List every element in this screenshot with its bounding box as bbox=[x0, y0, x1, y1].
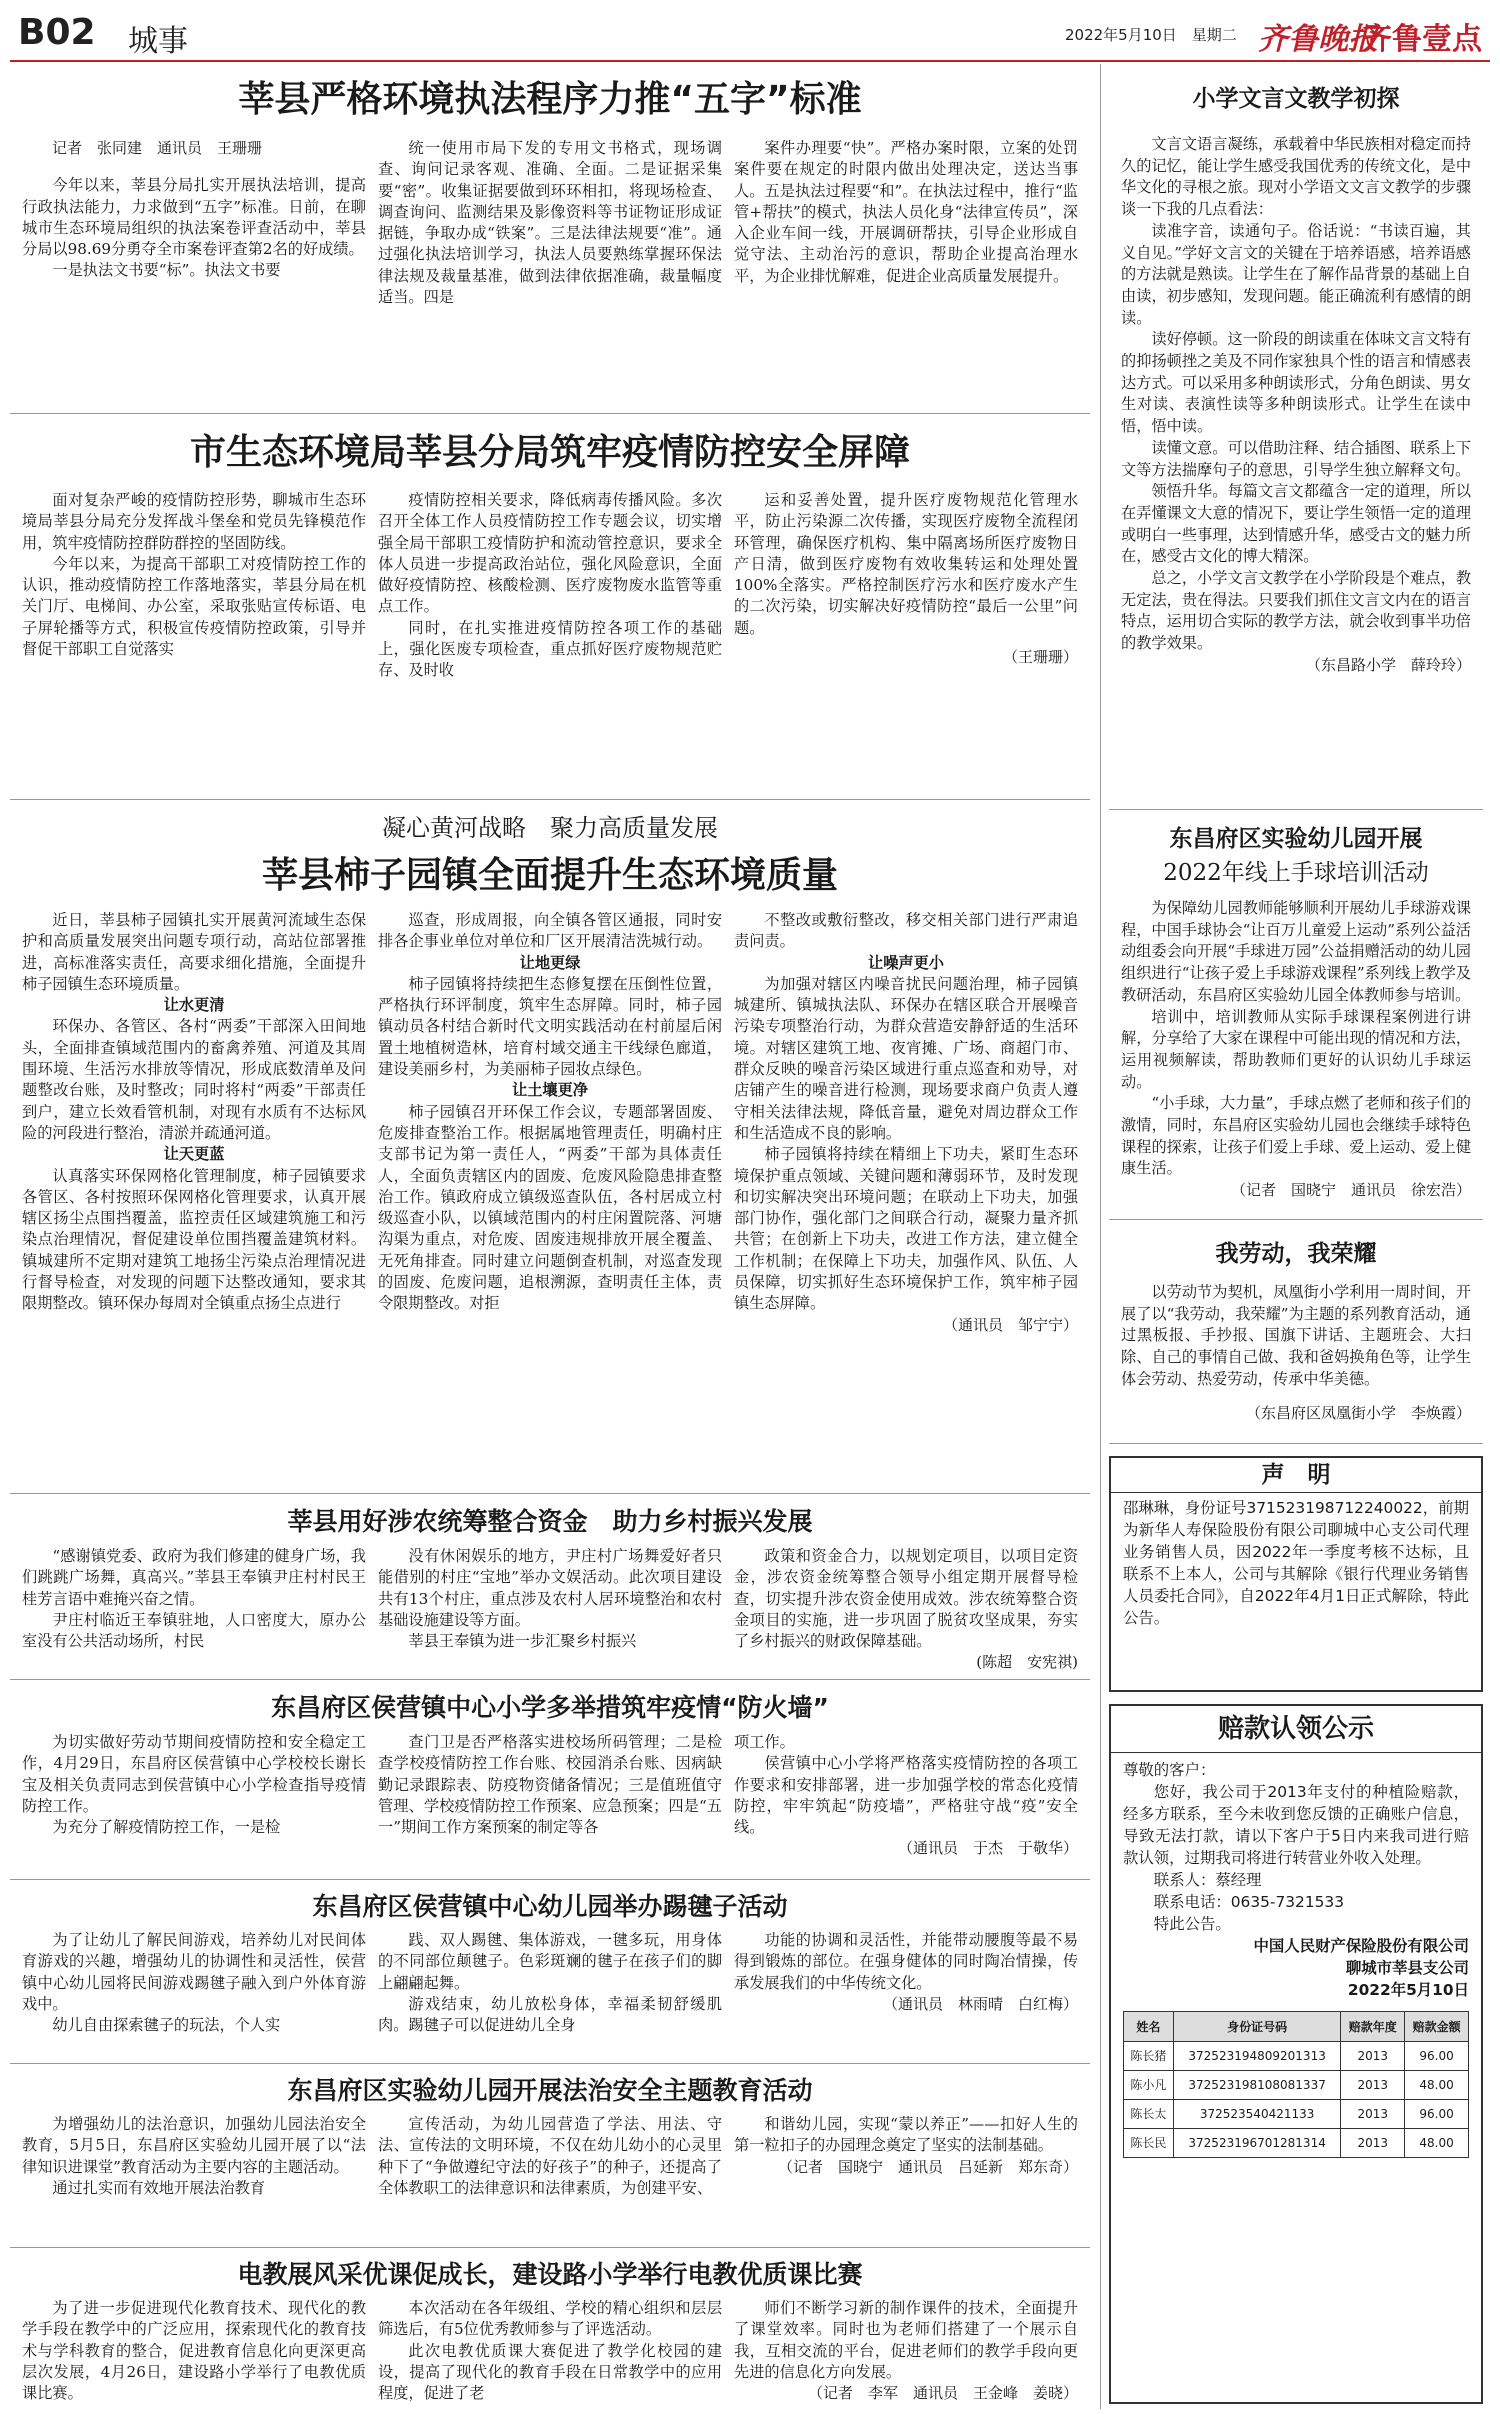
table-header-cell: 姓名 bbox=[1124, 2012, 1174, 2042]
table-row bbox=[1124, 2071, 1469, 2100]
declaration-notice bbox=[1109, 1456, 1483, 1692]
article-column bbox=[22, 1546, 366, 1674]
notice-branch: 聊城市莘县支公司 bbox=[1345, 1959, 1469, 1977]
article-firewall bbox=[10, 1684, 1090, 1880]
article-legal-education bbox=[10, 2068, 1090, 2248]
article-paragraph: “感谢镇党委、政府为我们修建的健身广场，我们跳跳广场舞，真高兴。”莘县王奉镇尹庄村村民王桂芳言语中难掩兴奋之情。 bbox=[22, 1547, 366, 1608]
notice-body: 您好，我公司于2013年支付的种植险赔款，经多方联系，至今未收到您反馈的正确账户信息，导致无法打款，请以下客户于5日内来我司进行赔款认领，过期我司将进行转营业外收入处理。 bbox=[1123, 1783, 1469, 1867]
article-signature: (陈超 安宪祺) bbox=[976, 1653, 1078, 1672]
table-cell: 陈长民 bbox=[1124, 2129, 1174, 2158]
article-paragraph: 侯营镇中心小学将严格落实疫情防控的各项工作要求和安排部署，进一步加强学校的常态化疫情防控，牢牢筑起“防疫墙”，严格驻守战“疫”安全线。 bbox=[734, 1754, 1078, 1837]
article-column bbox=[734, 138, 1078, 308]
article-column bbox=[22, 910, 366, 1336]
article-kicker: 凝心黄河战略 聚力高质量发展 bbox=[382, 814, 718, 842]
table-cell: 陈小凡 bbox=[1124, 2071, 1174, 2100]
table-cell: 2013 bbox=[1341, 2129, 1405, 2158]
notice-contact: 联系人：蔡经理 bbox=[1153, 1871, 1262, 1889]
issue-date: 2022年5月10日 星期二 bbox=[1065, 26, 1237, 44]
article-title: 莘县严格环境执法程序力推“五字”标准 bbox=[238, 79, 862, 120]
article-paragraph: 柿子园镇将持续在精细上下功夫，紧盯生态环境保护重点领域、关键问题和薄弱环节，及时发现和切实解决突出环境问题；在联动上下功夫，加强部门协作，强化部门之间联合行动，凝聚力量齐抓共管；在创新上下功夫，改进工作方法，建立健全工作机制；在保障上下功夫，加强作风、队伍、人员保障，切实抓好生态环境保护工作，筑牢柿子园镇生态屏障。 bbox=[734, 1145, 1078, 1313]
article-column bbox=[22, 2114, 366, 2199]
article-byline: 记者 张同建 通讯员 王珊珊 bbox=[52, 139, 263, 157]
article-title: 电教展风采优课促成长，建设路小学举行电教优质课比赛 bbox=[237, 2260, 863, 2289]
article-signature: （通讯员 于杰 于敬华） bbox=[897, 1839, 1078, 1858]
article-paragraph: 宣传活动，为幼儿园营造了学法、用法、守法、宣传法的文明环境，不仅在幼儿幼小的心灵里种下了“争做遵纪守法的好孩子”的种子，还提高了全体教职工的法律意识和法律素质，为创建平安、 bbox=[378, 2115, 722, 2197]
table-cell: 372523198108081337 bbox=[1173, 2071, 1341, 2100]
article-paragraph: 领悟升华。每篇文言文都蕴含一定的道理，所以在弄懂课文大意的情况下，要让学生领悟一定的道理或明白一些事理，达到情感升华，感受古文的魅力所在，感受古文化的博大精深。 bbox=[1121, 482, 1471, 566]
article-epidemic bbox=[10, 420, 1090, 800]
article-signature: （记者 国晓宁 通讯员 吕延新 郑东奇） bbox=[777, 2157, 1078, 2176]
article-paragraph: 此次电教优质课大赛促进了教学化校园的建设，提高了现代化的教育手段在日常教学中的应用程度，促进了老 bbox=[378, 2341, 722, 2403]
notice-phone: 联系电话：0635-7321533 bbox=[1153, 1893, 1345, 1911]
article-column bbox=[22, 1732, 366, 1860]
article-column bbox=[734, 1732, 1078, 1860]
article-paragraph: 为了让幼儿了解民间游戏，培养幼儿对民间体育游戏的兴趣，增强幼儿的协调性和灵活性，侯营镇中心幼儿园将民间游戏踢毽子融入到户外体育游戏中。 bbox=[22, 1931, 366, 2013]
article-paragraph: 师们不断学习新的制作课件的技术，全面提升了课堂效率。同时也为老师们搭建了一个展示自我，互相交流的平台，促进老师们的教学手段向更先进的信息化方向发展。 bbox=[734, 2299, 1078, 2381]
notice-title: 赔款认领公示 bbox=[1111, 1706, 1481, 1753]
article-column bbox=[378, 1930, 722, 2036]
article-column bbox=[734, 1930, 1078, 2036]
article-paragraph: 近日，莘县柿子园镇扎实开展黄河流域生态保护和高质量发展突出问题专项行动，高站位部署推进，高标准落实责任，高要求细化措施，全面提升柿子园镇生态环境质量。 bbox=[22, 911, 366, 993]
notice-title: 声 明 bbox=[1111, 1458, 1481, 1493]
article-subhead: 让地更绿 bbox=[519, 953, 581, 972]
table-cell: 372523196701281314 bbox=[1173, 2129, 1341, 2158]
article-column bbox=[734, 1546, 1078, 1674]
article-column bbox=[378, 490, 722, 682]
article-elearning bbox=[10, 2252, 1090, 2408]
table-cell: 372523540421133 bbox=[1173, 2100, 1341, 2129]
section-name: 城事 bbox=[128, 24, 188, 59]
article-enforcement bbox=[10, 64, 1090, 414]
claim-notice bbox=[1109, 1704, 1483, 2404]
article-subhead: 让天更蓝 bbox=[163, 1145, 225, 1164]
article-signature: （通讯员 林雨晴 白红梅） bbox=[882, 1994, 1078, 2013]
table-cell: 372523194809201313 bbox=[1173, 2042, 1341, 2071]
article-ecology bbox=[10, 804, 1090, 1494]
article-title: 莘县柿子园镇全面提升生态环境质量 bbox=[261, 855, 838, 896]
table-cell: 96.00 bbox=[1405, 2100, 1469, 2129]
article-subtitle: 2022年线上手球培训活动 bbox=[1163, 860, 1429, 886]
article-title: 我劳动，我荣耀 bbox=[1215, 1240, 1377, 1267]
article-column bbox=[22, 138, 366, 308]
article-paragraph: 疫情防控相关要求，降低病毒传播风险。多次召开全体工作人员疫情防控工作专题会议，切实增强全局干部职工疫情防护和流动管控意识，要求全体人员进一步提高政治站位，强化风险意识，全面做好疫情防控、核酸检测、医疗废物废水监管等重点工作。 bbox=[378, 491, 722, 616]
article-paragraph: 莘县王奉镇为进一步汇聚乡村振兴 bbox=[408, 1632, 637, 1651]
article-paragraph: 为保障幼儿园教师能够顺利开展幼儿手球游戏课程，中国手球协会“让百万儿童爱上运动”系列公益活动组委会向开展“手球进万园”公益捐赠活动的幼儿园组织进行“让孩子爱上手球游戏课程”系列线上教学及教研活动，东昌府区实验幼儿园全体教师参与培训。 bbox=[1121, 899, 1471, 1004]
table-header-cell: 赔款金额 bbox=[1405, 2012, 1469, 2042]
app-logo: 齐鲁壹点 bbox=[1362, 22, 1482, 57]
article-paragraph: 功能的协调和灵活性，并能带动腰腹等最不易得到锻炼的部位。在强身健体的同时陶冶情操，传承发展我们的中华传统文化。 bbox=[734, 1931, 1078, 1992]
article-paragraph: 通过扎实而有效地开展法治教育 bbox=[52, 2178, 266, 2197]
article-paragraph: 一是执法文书要“标”。执法文书要 bbox=[52, 261, 281, 280]
table-cell: 48.00 bbox=[1405, 2129, 1469, 2158]
article-paragraph: 柿子园镇将持续把生态修复摆在压倒性位置，严格执行环评制度，筑牢生态屏障。同时，柿子园镇动员各村结合新时代文明实践活动在村前屋后闲置土地植树造林，培育村域交通主干线绿色廊道，建设美丽乡村，为美丽柿子园妆点绿色。 bbox=[378, 974, 722, 1079]
article-paragraph: 为加强对辖区内噪音扰民问题治理，柿子园镇城建所、镇城执法队、环保办在辖区联合开展噪音污染专项整治行动，为群众营造安静舒适的生活环境。对辖区建筑工地、夜宵摊、广场、商超门市、群众反映的噪音污染区域进行重点巡查和劝导，对店铺产生的噪音进行检测，现场要求商户负责人遵守相关法律法规，降低音量，避免对周边群众工作和生活造成不良的影响。 bbox=[734, 974, 1078, 1142]
article-column bbox=[22, 490, 366, 682]
article-column bbox=[734, 910, 1078, 1336]
table-cell: 48.00 bbox=[1405, 2071, 1469, 2100]
article-labor bbox=[1109, 1226, 1483, 1444]
article-subhead: 让土壤更净 bbox=[512, 1081, 588, 1100]
article-title: 莘县用好涉农统筹整合资金 助力乡村振兴发展 bbox=[287, 1507, 813, 1536]
newspaper-logo: 齐鲁晚报 bbox=[1258, 22, 1378, 57]
notice-company: 中国人民财产保险股份有限公司 bbox=[1253, 1937, 1469, 1955]
article-signature: （通讯员 邹宁宁） bbox=[942, 1315, 1078, 1334]
article-handball bbox=[1109, 816, 1483, 1220]
article-title: 东昌府区实验幼儿园开展法治安全主题教育活动 bbox=[287, 2076, 813, 2105]
table-row bbox=[1124, 2042, 1469, 2071]
article-paragraph: 环保办、各管区、各村“两委”干部深入田间地头，全面排查镇域范围内的畜禽养殖、河道及其周围环境、生活污水排放等情况，形成底数清单及问题整改台账，及时整改；同时将村“两委”干部责任到户，建立长效看管机制，对现有水质有不达标风险的河段进行整治，清淤并疏通河道。 bbox=[22, 1017, 366, 1142]
article-column bbox=[378, 1732, 722, 1860]
article-column bbox=[378, 138, 722, 308]
article-paragraph: 统一使用市局下发的专用文书格式，现场调查、询问记录客观、准确、全面。二是证据采集要“密”。收集证据要做到环环相扣，将现场检查、调查询问、监测结果及影像资料等书证物证形成证据链，争取办成“铁案”。三是法律法规要“准”。通过强化执法培训学习，执法人员要熟练掌握环保法律法规及裁量基准，做到法律依据准确，裁量幅度适当。四是 bbox=[378, 139, 722, 307]
table-cell: 2013 bbox=[1341, 2100, 1405, 2129]
article-column bbox=[378, 1546, 722, 1674]
article-paragraph: 同时，在扎实推进疫情防控各项工作的基础上，强化医废专项检查，重点抓好医疗废物规范贮存、及时收 bbox=[378, 618, 722, 680]
article-title: 东昌府区侯营镇中心幼儿园举办踢毽子活动 bbox=[312, 1892, 788, 1921]
table-cell: 2013 bbox=[1341, 2071, 1405, 2100]
article-paragraph: 本次活动在各年级组、学校的精心组织和层层筛选后，有5位优秀教师参与了评选活动。 bbox=[378, 2299, 722, 2339]
article-funds bbox=[10, 1498, 1090, 1680]
article-paragraph: 运和妥善处置，提升医疗废物规范化管理水平，防止污染源二次传播，实现医疗废物全流程闭环管理，确保医疗机构、集中隔离场所医疗废物日产日清，做到医疗废物有效收集转运和处理处置100%全落实。严格控制医疗污水和医疗废水产生的二次污染，切实解决好疫情防控“最后一公里”问题。 bbox=[734, 491, 1078, 637]
article-paragraph: 为增强幼儿的法治意识，加强幼儿园法治安全教育，5月5日，东昌府区实验幼儿园开展了以“法律知识进课堂”教育活动为主要内容的主题活动。 bbox=[22, 2115, 366, 2176]
article-paragraph: 践、双人踢毽、集体游戏，一毽多玩，用身体的不同部位颠毽子。色彩斑斓的毽子在孩子们的脚上翩翩起舞。 bbox=[378, 1931, 722, 1992]
article-classical-chinese bbox=[1109, 64, 1483, 810]
article-paragraph: 案件办理要“快”。严格办案时限，立案的处罚案件要在规定的时限内做出处理决定，送达当事人。五是执法过程要“和”。在执法过程中，推行“监管+帮扶”的模式，执法人员化身“法律宣传员”，深入企业车间一线，开展调研帮扶，引导企业形成自觉守法、主动治污的意识，帮助企业提高治理水平，为企业排忧解难，促进企业高质量发展提升。 bbox=[734, 139, 1078, 285]
table-row bbox=[1124, 2129, 1469, 2158]
article-paragraph: 文言文语言凝练，承载着中华民族相对稳定而持久的记忆，能让学生感受我国优秀的传统文化，是中华文化的寻根之旅。现对小学语文文言文教学的步骤谈一下我的几点看法： bbox=[1121, 135, 1471, 219]
article-paragraph: 读准字音，读通句子。俗话说：“书读百遍，其义自见。”学好文言文的关键在于培养语感，培养语感的方法就是熟读。让学生在了解作品背景的基础上自由读，初步感知，发现问题。能正确流利有感情的朗读。 bbox=[1121, 221, 1471, 327]
header-rule bbox=[10, 60, 1490, 62]
article-paragraph: 今年以来，为提高干部职工对疫情防控工作的认识，推动疫情防控工作落地落实，莘县分局在机关门厅、电梯间、办公室，采取张贴宣传标语、电子屏轮播等方式，积极宣传疫情防控政策，引导并督促干部职工自觉落实 bbox=[22, 554, 366, 659]
table-cell: 96.00 bbox=[1405, 2042, 1469, 2071]
article-paragraph: 柿子园镇召开环保工作会议，专题部署固废、危废排查整治工作。根据属地管理责任，明确村庄支部书记为第一责任人，“两委”干部为具体责任人，全面负责辖区内的固废、危废风险隐患排查整治工作。镇政府成立镇级巡查队伍，各村居成立村级巡查小队，以镇域范围内的村庄闲置院落、河塘沟渠为重点，对危废、固废违规排放开展全覆盖、无死角排查。同时建立问题倒查机制，对巡查发现的固废、危废问题，追根溯源，查明责任主体，责令限期整改。对拒 bbox=[378, 1102, 722, 1313]
table-header-row bbox=[1124, 2012, 1469, 2042]
article-paragraph: 读好停顿。这一阶段的朗读重在体味文言文特有的抑扬顿挫之美及不同作家独具个性的语言和情感表达方式。可以采用多种朗读形式，分角色朗读、男女生对读、表演性读等多种朗读形式。让学生在读中悟，悟中读。 bbox=[1121, 330, 1471, 436]
article-signature: （记者 国晓宁 通讯员 徐宏浩） bbox=[1230, 1181, 1471, 1200]
table-header-cell: 身份证号码 bbox=[1173, 2012, 1341, 2042]
article-paragraph: 为了进一步促进现代化教育技术、现代化的教学手段在教学中的广泛应用，探索现代化的教育技术与学科教育的整合，促进教育信息化向更深更高层次发展，4月26日，建设路小学举行了电教优质课比赛。 bbox=[22, 2299, 366, 2403]
article-paragraph: 没有休闲娱乐的地方，尹庄村广场舞爱好者只能借别的村庄“宝地”举办文娱活动。此次项目建设共有13个村庄，重点涉及农村人居环境整治和农村基础设施建设等方面。 bbox=[378, 1547, 722, 1629]
article-paragraph: 培训中，培训教师从实际手球课程案例进行讲解，分享给了大家在课程中可能出现的情况和方法，运用视频解读，帮助教师们更好的认识幼儿手球运动。 bbox=[1121, 1007, 1471, 1091]
article-paragraph: “小手球，大力量”，手球点燃了老师和孩子们的激情，同时，东昌府区实验幼儿园也会继续手球特色课程的探索，让孩子们爱上手球、爱上运动、爱上健康生活。 bbox=[1121, 1094, 1471, 1178]
table-row bbox=[1124, 2100, 1469, 2129]
article-paragraph: 查门卫是否严格落实进校场所码管理；二是检查学校疫情防控工作台账、校园消杀台账、因病缺勤记录跟踪表、防疫物资储备情况；三是值班值守管理、学校疫情防控工作预案、应急预案；四是“五一”期间工作方案预案的制定等各 bbox=[378, 1733, 722, 1837]
article-paragraph: 以劳动节为契机，凤凰街小学利用一周时间，开展了以“我劳动，我荣耀”为主题的系列教育活动，通过黑板报、手抄报、国旗下讲话、主题班会、大扫除、自己的事情自己做、我和爸妈换角色等，让学生体会劳动、热爱劳动，传承中华美德。 bbox=[1121, 1283, 1471, 1388]
article-signature: （东昌路小学 薛玲玲） bbox=[1305, 655, 1471, 674]
article-title: 东昌府区侯营镇中心小学多举措筑牢疫情“防火墙” bbox=[271, 1693, 829, 1722]
article-title: 东昌府区实验幼儿园开展 bbox=[1169, 825, 1423, 852]
notice-body: 邵琳琳，身份证号371523198712240022，前期为新华人寿保险股份有限公司聊城中心支公司代理业务销售人员，因2022年一季度考核不达标，且联系不上本人，公司与其解除《银行代理业务销售人员委托合同》，自2022年4月1日正式解除，特此公告。 bbox=[1123, 1499, 1469, 1627]
article-column bbox=[378, 910, 722, 1336]
article-column bbox=[22, 1930, 366, 2036]
article-column bbox=[734, 490, 1078, 682]
article-column bbox=[734, 2298, 1078, 2404]
article-column bbox=[378, 2298, 722, 2404]
article-paragraph: 为切实做好劳动节期间疫情防控和安全稳定工作，4月29日，东昌府区侯营镇中心学校校长谢长宝及相关负责同志到侯营镇中心小学检查指导疫情防控工作。 bbox=[22, 1733, 366, 1815]
article-title: 市生态环境局莘县分局筑牢疫情防控安全屏障 bbox=[189, 432, 910, 473]
notice-closing: 特此公告。 bbox=[1153, 1915, 1231, 1933]
table-cell: 2013 bbox=[1341, 2042, 1405, 2071]
article-paragraph: 幼儿自由探索毽子的玩法，个人实 bbox=[52, 2016, 281, 2035]
article-signature: （记者 李军 通讯员 王金峰 姜晓） bbox=[807, 2384, 1078, 2403]
article-paragraph: 项工作。 bbox=[734, 1733, 795, 1751]
article-subhead: 让水更清 bbox=[163, 996, 225, 1015]
article-title: 小学文言文教学初探 bbox=[1192, 85, 1400, 112]
right-column bbox=[1100, 64, 1490, 2409]
table-cell: 陈长太 bbox=[1124, 2100, 1174, 2129]
main-column bbox=[10, 64, 1090, 2409]
article-paragraph: 尹庄村临近王奉镇驻地，人口密度大，原办公室没有公共活动场所，村民 bbox=[22, 1610, 366, 1651]
table-header-cell: 赔款年度 bbox=[1341, 2012, 1405, 2042]
table-cell: 陈长猪 bbox=[1124, 2042, 1174, 2071]
notice-greeting: 尊敬的客户： bbox=[1123, 1761, 1216, 1779]
article-paragraph: 政策和资金合力，以规划定项目，以项目定资金，涉农资金统筹整合领导小组定期开展督导检查，切实提升涉农资金使用成效。涉农统筹整合资金项目的实施，进一步巩固了脱贫攻坚成果，夯实了乡村振兴的财政保障基础。 bbox=[734, 1547, 1078, 1651]
article-paragraph: 和谐幼儿园，实现“蒙以养正”——扣好人生的第一粒扣子的办园理念奠定了坚实的法制基础。 bbox=[734, 2115, 1078, 2155]
article-paragraph: 为充分了解疫情防控工作，一是检 bbox=[52, 1818, 281, 1837]
notice-date: 2022年5月10日 bbox=[1347, 1981, 1469, 1999]
article-paragraph: 总之，小学文言文教学在小学阶段是个难点，教无定法，贵在得法。只要我们抓住文言文内在的语言特点，运用切合实际的教学方法，就会收到事半功倍的教学效果。 bbox=[1121, 569, 1471, 653]
article-column bbox=[22, 2298, 366, 2404]
article-paragraph: 今年以来，莘县分局扎实开展执法培训，提高行政执法能力，力求做到“五字”标准。日前，在聊城市生态环境局组织的执法案卷评查活动中，莘县分局以98.69分勇夺全市案卷评查第2名的好成绩。 bbox=[22, 176, 366, 259]
article-subhead: 让噪声更小 bbox=[868, 953, 944, 972]
article-paragraph: 游戏结束，幼儿放松身体，幸福柔韧舒缓肌肉。踢毽子可以促进幼儿全身 bbox=[378, 1994, 722, 2035]
article-column bbox=[378, 2114, 722, 2199]
article-paragraph: 面对复杂严峻的疫情防控形势，聊城市生态环境局莘县分局充分发挥战斗堡垒和党员先锋模范作用，筑牢疫情防控群防群控的坚固防线。 bbox=[22, 491, 366, 552]
article-paragraph: 不整改或敷衍整改，移交相关部门进行严肃追责问责。 bbox=[734, 911, 1078, 951]
article-signature: （王珊珊） bbox=[1002, 648, 1078, 667]
page-number: B02 bbox=[18, 12, 96, 53]
article-paragraph: 读懂文意。可以借助注释、结合插图、联系上下文等方法揣摩句子的意思，引导学生独立解释文句。 bbox=[1121, 438, 1471, 479]
article-shuttlecock bbox=[10, 1884, 1090, 2064]
article-column bbox=[734, 2114, 1078, 2199]
claim-table bbox=[1123, 2011, 1469, 2158]
article-paragraph: 认真落实环保网格化管理制度，柿子园镇要求各管区、各村按照环保网格化管理要求，认真开展辖区扬尘点围挡覆盖，监控责任区域建筑施工和污染点治理情况，督促建设单位围挡覆盖建筑材料。镇城建所不定期对建筑工地扬尘污染点治理情况进行督导检查，对发现的问题下达整改通知，要求其限期整改。镇环保办每周对全镇重点扬尘点进行 bbox=[22, 1166, 366, 1313]
article-paragraph: 巡查，形成周报，向全镇各管区通报，同时安排各企事业单位对单位和厂区开展清洁洗城行动。 bbox=[378, 911, 722, 951]
article-signature: （东昌府区凤凰街小学 李焕霞） bbox=[1245, 1403, 1471, 1422]
